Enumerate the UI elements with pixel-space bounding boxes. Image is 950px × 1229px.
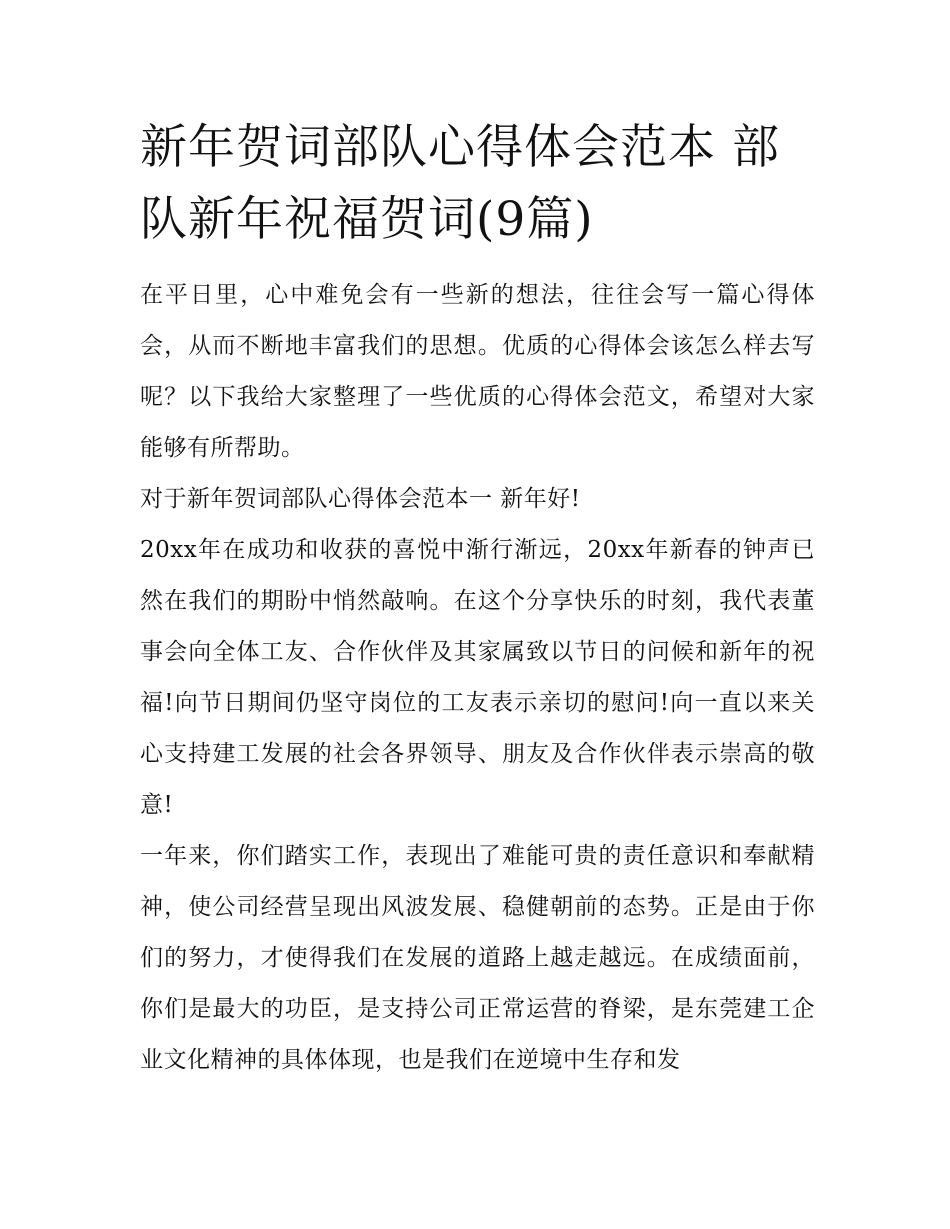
- intro-paragraph: 在平日里，心中难免会有一些新的想法，往往会写一篇心得体会，从而不断地丰富我们的思想。优质的心得体会该怎么样去写呢？以下我给大家整理了一些优质的心得体会范文，希望对大家能够有所帮助。: [140, 282, 815, 461]
- body-paragraph: 20xx年在成功和收获的喜悦中渐行渐远，20xx年新春的钟声已然在我们的期盼中悄然敲响。在这个分享快乐的时刻，我代表董事会向全体工友、合作伙伴及其家属致以节日的问候和新年的祝福!向节日期间仍坚守岗位的工友表示亲切的慰问!向一直以来关心支持建工发展的社会各界领导、朋友及合作伙伴表示崇高的敬意!: [140, 537, 815, 818]
- document-body: [140, 112, 815, 1086]
- body-paragraph: 一年来，你们踏实工作，表现出了难能可贵的责任意识和奉献精神，使公司经营呈现出风波发展、稳健朝前的态势。正是由于你们的努力，才使得我们在发展的道路上越走越远。在成绩面前，你们是最大的功臣，是支持公司正常运营的脊梁，是东莞建工企业文化精神的具体体现，也是我们在逆境中生存和发: [140, 843, 815, 1073]
- document-title: 新年贺词部队心得体会范本 部队新年祝福贺词(9篇): [140, 120, 780, 247]
- section-heading-paragraph: 对于新年贺词部队心得体会范本一 新年好!: [140, 486, 581, 512]
